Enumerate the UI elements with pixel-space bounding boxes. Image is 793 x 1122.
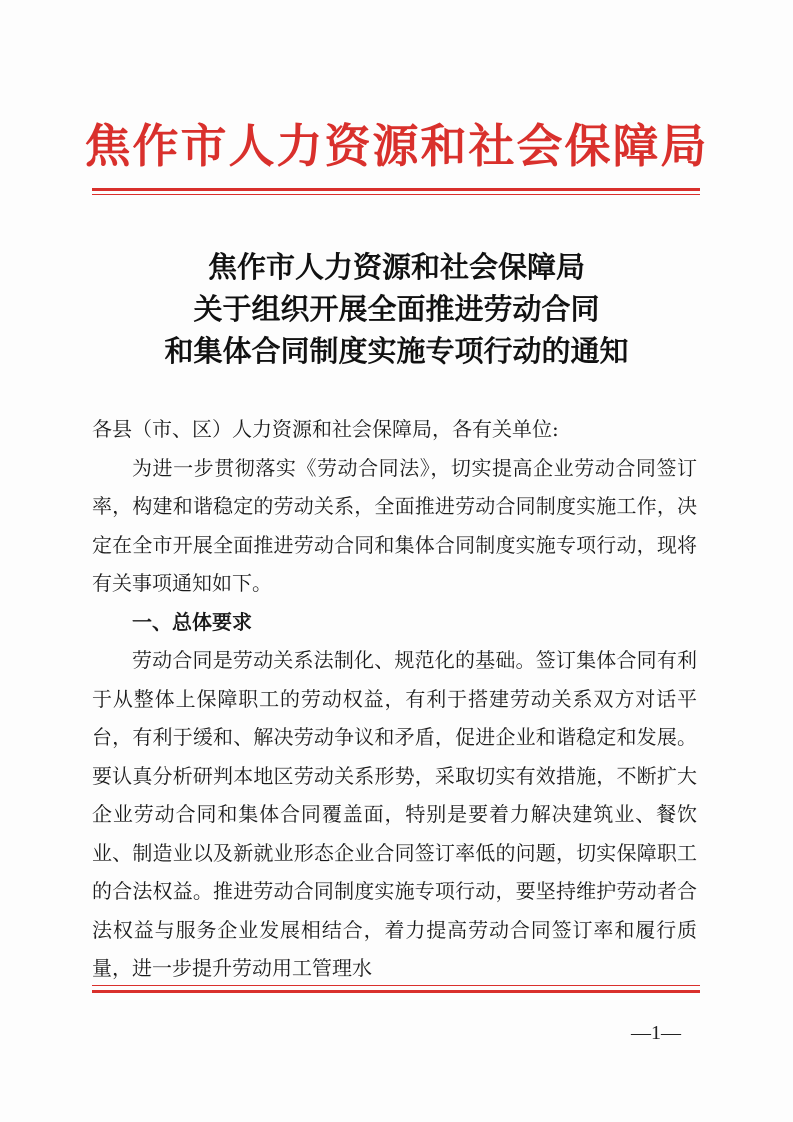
letterhead-divider-thin — [92, 194, 700, 195]
section-heading: 一、总体要求 — [132, 609, 252, 634]
document-body — [92, 410, 697, 988]
title-line-2: 关于组织开展全面推进劳动合同 — [193, 292, 600, 326]
section-paragraph: 劳动合同是劳动关系法制化、规范化的基础。签订集体合同有利于从整体上保障职工的劳动权益，有利于搭建劳动关系双方对话平台，有利于缓和、解决劳动争议和矛盾，促进企业和谐稳定和发展。要认真分析研判本地区劳动关系形势，采取切实有效措施，不断扩大企业劳动合同和集体合同覆盖面，特别是要着力解决建筑业、餐饮业、制造业以及新就业形态企业合同签订率低的问题，切实保障职工的合法权益。推进劳动合同制度实施专项行动，要坚持维护劳动者合法权益与服务企业发展相结合，着力提高劳动合同签订率和履行质量，进一步提升劳动用工管理水 — [92, 648, 697, 980]
title-line-3: 和集体合同制度实施专项行动的通知 — [164, 334, 629, 368]
agency-letterhead: 焦作市人力资源和社会保障局 — [84, 119, 709, 173]
salutation: 各县（市、区）人力资源和社会保障局，各有关单位: — [92, 417, 559, 441]
footer-divider-thick — [92, 990, 700, 993]
title-line-1: 焦作市人力资源和社会保障局 — [207, 250, 585, 284]
page-number: —1— — [631, 1022, 681, 1044]
letterhead-divider-thick — [92, 188, 700, 191]
intro-paragraph: 为进一步贯彻落实《劳动合同法》，切实提高企业劳动合同签订率，构建和谐稳定的劳动关系，全面推进劳动合同制度实施工作，决定在全市开展全面推进劳动合同和集体合同制度实施专项行动，现将有关事项通知如下。 — [92, 455, 697, 595]
footer-divider-thin — [92, 985, 700, 986]
document-title — [0, 246, 793, 372]
